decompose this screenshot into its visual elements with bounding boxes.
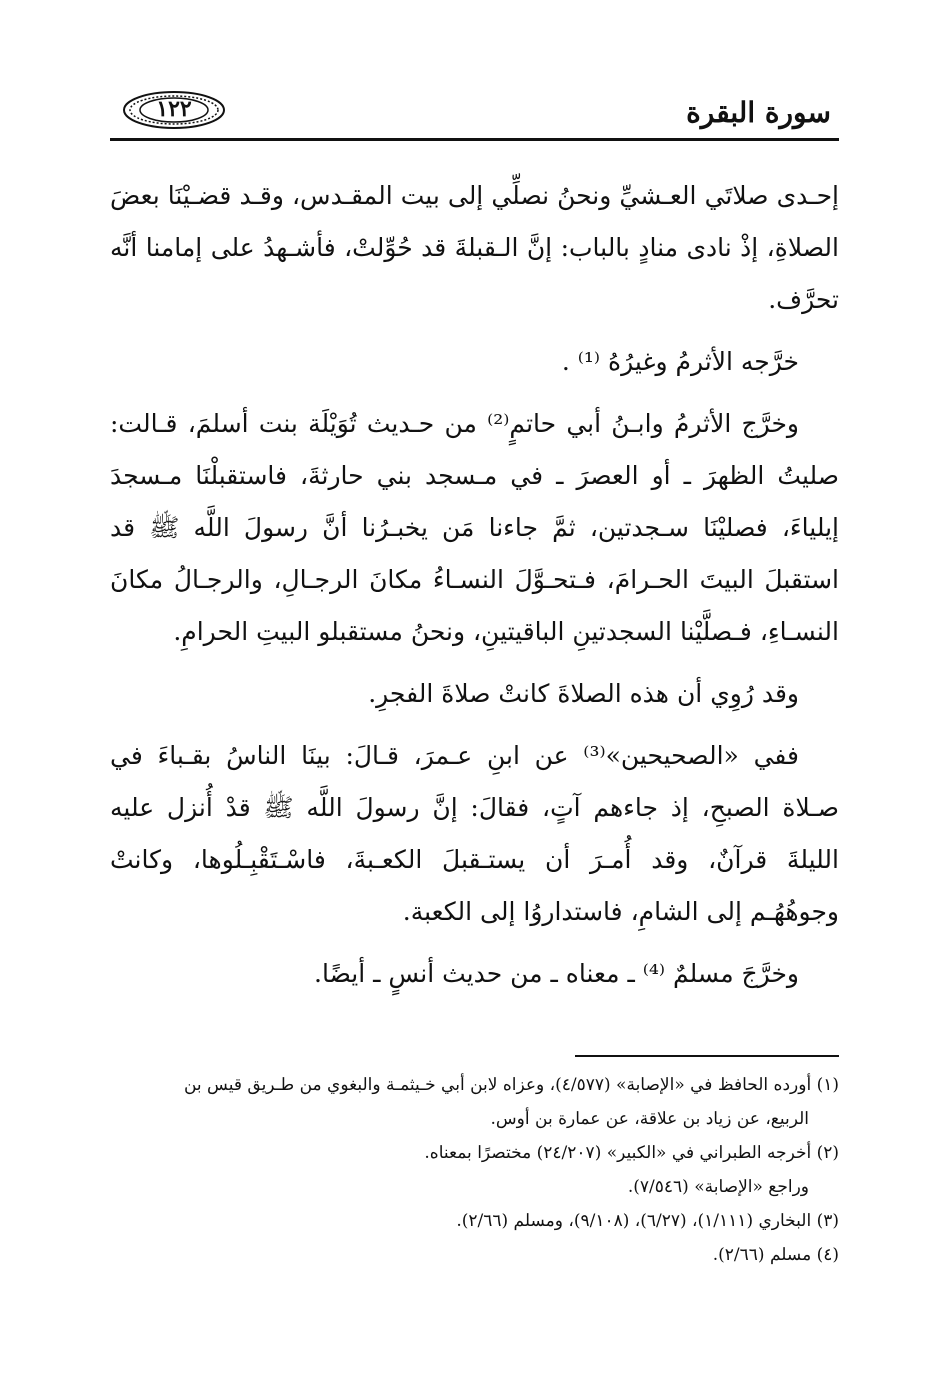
footnote-2: (٢) أخرجه الطبراني في «الكبير» (٢٤/٢٠٧) مختصرًا بمعناه. [424,1143,839,1163]
footnote-1: (١) أورده الحافظ في «الإصابة» (٤/٥٧٧)، وعزاه لابن أبي خـيثمـة والبغوي من طـريق قيس بن [183,1075,839,1095]
footnote-4: (٤) مسلم (٢/٦٦). [712,1245,839,1265]
paragraph-2: خرَّجه الأثرمُ وغيرُهُ ⁽¹⁾ . [561,347,799,376]
surah-title: سورة البقرة [686,96,831,129]
paragraph-1: إحـدى صلاتَي العـشيِّ ونحنُ نصلِّي إلى بيت المقـدس، وقـد قضـيْنَا بعضَ الصلاةِ، إذْ نادى منادٍ بالباب: إنَّ الـقبلةَ قد حُوِّلتْ، فأشـهدُ على إمامنا أنَّه تحرَّف. [110,181,839,314]
page-header [110,90,839,140]
footnote-2-continuation: وراجع «الإصابة» (٧/٥٤٦). [627,1177,809,1197]
footnote-separator [575,1055,839,1057]
header-rule [110,138,839,141]
page-number: ١٢٢ [156,96,192,122]
footnote-3: (٣) البخاري (١/١١١)، (٦/٢٧)، (٩/١٠٨)، ومسلم (٢/٦٦). [456,1211,839,1231]
footnotes [110,1068,839,1272]
footnote-1-continuation: الربيع، عن زياد بن علاقة، عن عمارة بن أوس. [490,1109,809,1129]
main-text [110,170,839,1000]
paragraph-4: وقد رُوِي أن هذه الصلاةَ كانتْ صلاةَ الفجرِ. [368,679,799,708]
paragraph-3: وخرَّج الأثرمُ وابـنُ أبي حاتمٍ⁽²⁾ من حـديث تُوَيْلَة بنت أسلمَ، قـالت: صليتُ الظهرَ ـ أو العصرَ ـ في مـسجد بني حارثةَ، فاستقبلْنَا مـسجدَ إيلياءَ، فصليْنَا سـجدتين، ثمَّ جاءنا مَن يخبـرُنا أنَّ رسولَ اللَّه ﷺ قد استقبلَ البيتَ الحـرامَ، فـتحـوَّلَ النسـاءُ مكانَ الرجـالِ، والرجـالُ مكانَ النسـاءِ، فـصلَّيْنا السجدتينِ الباقيتينِ، ونحنُ مستقبلو البيتِ الحرامِ. [110,409,839,646]
paragraph-6: وخرَّجَ مسلمٌ ⁽⁴⁾ ـ معناه ـ من حديث أنسٍ ـ أيضًا. [314,959,799,988]
paragraph-5: ففي «الصحيحين»⁽³⁾ عن ابنِ عـمرَ، قـالَ: بينَا الناسُ بقـباءَ في صـلاة الصبحِ، إذ جاءهم آتٍ، فقالَ: إنَّ رسولَ اللَّه ﷺ قدْ أُنزل عليه الليلةَ قرآنٌ، وقد أُمـرَ أن يستـقبلَ الكعـبةَ، فاسْـتَقْبِـلُوها، وكانتْ وجوهُهُـم إلى الشامِ، فاستداروُا إلى الكعبة. [110,741,839,926]
page-number-badge [122,90,226,130]
